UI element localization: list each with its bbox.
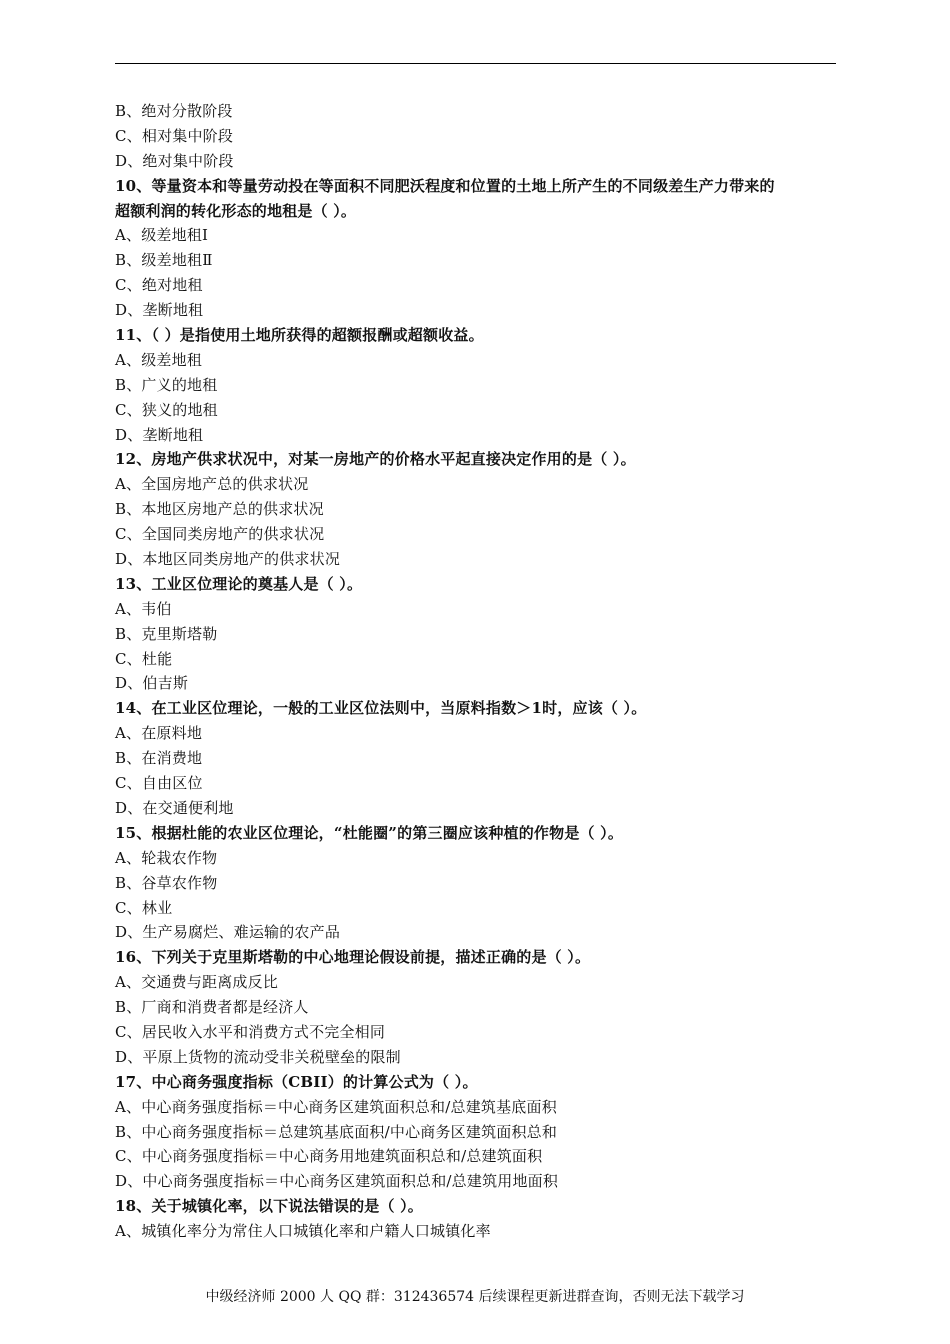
answer-option: B、广义的地租	[115, 375, 218, 394]
answer-option: A、在原料地	[115, 724, 203, 743]
answer-option: B、级差地租Ⅱ	[115, 251, 213, 270]
answer-option: A、中心商务强度指标＝中心商务区建筑面积总和/总建筑基底面积	[115, 1097, 557, 1116]
answer-option: D、伯吉斯	[115, 674, 189, 693]
answer-option: D、本地区同类房地产的供求状况	[115, 550, 341, 569]
answer-option: C、杜能	[115, 649, 173, 668]
question-line: 15、根据杜能的农业区位理论，“杜能圈”的第三圈应该种植的作物是（ ）。	[115, 823, 624, 842]
answer-option: D、垄断地租	[115, 425, 204, 444]
answer-option: C、绝对地租	[115, 276, 203, 295]
question-line: 14、在工业区位理论，一般的工业区位法则中，当原料指数＞1时，应该（ ）。	[115, 699, 647, 718]
header-rule	[115, 63, 836, 64]
answer-option: C、相对集中阶段	[115, 126, 234, 145]
answer-option: D、绝对集中阶段	[115, 151, 234, 170]
answer-option: B、谷草农作物	[115, 873, 218, 892]
answer-option: B、在消费地	[115, 749, 203, 768]
answer-option: B、克里斯塔勒	[115, 624, 218, 643]
question-line: 16、下列关于克里斯塔勒的中心地理论假设前提，描述正确的是（ ）。	[115, 948, 591, 967]
answer-option: D、垄断地租	[115, 301, 204, 320]
answer-option: D、中心商务强度指标＝中心商务区建筑面积总和/总建筑用地面积	[115, 1172, 559, 1191]
question-line: 13、工业区位理论的奠基人是（ ）。	[115, 574, 363, 593]
question-line: 18、关于城镇化率，以下说法错误的是（ ）。	[115, 1197, 423, 1216]
answer-option: B、本地区房地产总的供求状况	[115, 500, 324, 519]
answer-option: B、中心商务强度指标＝总建筑基底面积/中心商务区建筑面积总和	[115, 1122, 558, 1141]
answer-option: B、绝对分散阶段	[115, 102, 233, 120]
answer-option: C、居民收入水平和消费方式不完全相同	[115, 1022, 386, 1041]
answer-option: B、厂商和消费者都是经济人	[115, 998, 309, 1017]
answer-option: C、狭义的地租	[115, 400, 218, 419]
answer-option: A、韦伯	[115, 599, 172, 618]
question-line: 17、中心商务强度指标（CBII）的计算公式为（ ）。	[115, 1072, 478, 1091]
answer-option: D、在交通便利地	[115, 798, 234, 817]
answer-option: C、自由区位	[115, 774, 203, 793]
page-footer: 中级经济师 2000 人 QQ 群：312436574 后续课程更新进群查询，否则无法下载学习	[205, 1289, 745, 1305]
answer-option: A、轮栽农作物	[115, 848, 218, 867]
question-line: 10、等量资本和等量劳动投在等面积不同肥沃程度和位置的土地上所产生的不同级差生产力带来的	[115, 176, 775, 195]
question-line: 11、（ ）是指使用土地所获得的超额报酬或超额收益。	[115, 326, 484, 345]
question-line: 超额利润的转化形态的地租是（ ）。	[115, 201, 357, 220]
answer-option: A、城镇化率分为常住人口城镇化率和户籍人口城镇化率	[115, 1222, 491, 1241]
answer-option: A、级差地租	[115, 350, 203, 369]
answer-option: A、级差地租Ⅰ	[115, 226, 209, 245]
document-body	[115, 99, 840, 1244]
answer-option: C、林业	[115, 898, 173, 917]
answer-option: D、生产易腐烂、难运输的农产品	[115, 923, 341, 942]
answer-option: C、全国同类房地产的供求状况	[115, 525, 325, 544]
question-line: 12、房地产供求状况中，对某一房地产的价格水平起直接决定作用的是（ ）。	[115, 450, 636, 469]
answer-option: C、中心商务强度指标＝中心商务用地建筑面积总和/总建筑面积	[115, 1147, 543, 1166]
answer-option: D、平原上货物的流动受非关税壁垒的限制	[115, 1047, 401, 1066]
answer-option: A、交通费与距离成反比	[115, 973, 279, 992]
answer-option: A、全国房地产总的供求状况	[115, 475, 309, 494]
